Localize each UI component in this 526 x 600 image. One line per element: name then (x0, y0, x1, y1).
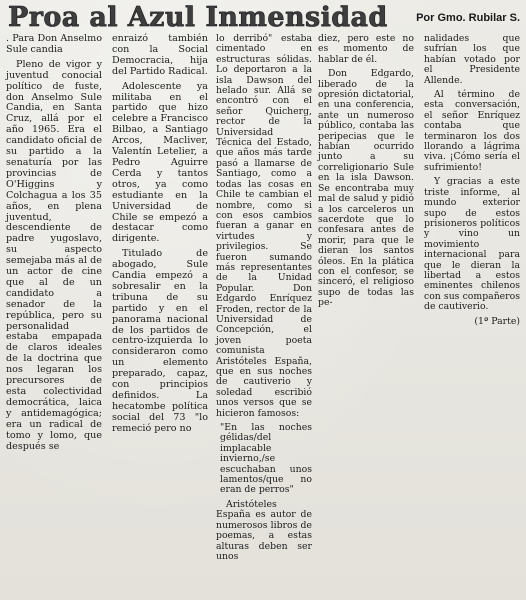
article-title: Proa al Azul Inmensidad (8, 2, 388, 33)
column-4 (318, 34, 414, 309)
paragraph: Pleno de vigor y juventud conocial político de fuste, don Anselmo Sule Candia, en Santa Cruz, allá por el año 1965. Era el candidato oficial de su partido a la senaturía por las provincias de O'Higgins y Colchagua a los 35 años, en plena juventud, descendiente de padre yugoslavo, su aspecto semejaba más al de un actor de cine que al de un candidato a senador de la república, pero su personalidad estaba empapada de claros ideales de la doctrina que nos legaran los precursores de esta colectividad democrática, laica y antidemagógica; era un radical de tomo y lomo, que después se (6, 58, 102, 452)
column-3 (216, 34, 312, 562)
paragraph: Aristóteles España es autor de numerosos libros de poemas, a estas alturas deben ser unos (216, 498, 312, 562)
article-byline: Por Gmo. Rubilar S. (416, 12, 520, 24)
paragraph: nalidades que sufrían los que habían votado por el Presidente Allende. (424, 33, 520, 86)
column-1 (6, 34, 102, 452)
column-5 (424, 34, 520, 327)
article-header (8, 2, 520, 33)
paragraph: diez, pero este no es momento de hablar de él. (318, 33, 414, 65)
paragraph: Al término de esta conversación, el señor Enríquez contaba que terminaron los dos llorando a lágrima viva. ¡Cómo sería el sufrimiento! (424, 89, 520, 173)
paragraph: Don Edgardo, liberado de la opresión dictatorial, en una conferencia, ante un numeroso público, contaba las peripecias que le habían ocurrido junto a su correligionario Sule en la isla Dawson. Se encontraba muy mal de salud y pidió a los carceleros un sacerdote que lo confesara antes de morir, para que le dieran los santos óleos. En la plática con el confesor, se sinceró, el religioso supo de todas las pe- (318, 68, 414, 309)
paragraph: Adolescente ya militaba en el partido que hizo celebre a Francisco Bilbao, a Santiago Arcos, Macliver, Valentín Letelier, a Pedro Aguirre Cerda y tantos otros, ya como estudiante en la Universidad de Chile se empezó a destacar como dirigente. (112, 80, 208, 245)
paragraph: Y gracias a este triste informe, al mundo exterior supo de estos prisioneros políticos y vino un movimiento internacional para que le dieran la libertad a estos eminentes chilenos con sus compañeros de cautiverio. (424, 176, 520, 313)
paragraph: lo derribó" estaba cimentado en estructuras sólidas. Lo deportaron a la isla Dawson del helado sur. Allá se encontró con el señor Quicherg, rector de la Universidad Técnica del Estado, que años más tarde pasó a llamarse de Santiago, como a todas las cosas en Chile te cambian el nombre, como si con esos cambios fueran a ganar en virtudes y privilegios. Se fueron sumando más representantes de la Unidad Popular. Don Edgardo Enríquez Froden, rector de la Universidad de Concepción, el joven poeta comunista Aristóteles España, que en sus noches de cautiverio y soledad escribió unos versos que se hicieron famosos: (216, 33, 312, 419)
paragraph: Titulado de abogado, Sule Candia empezó a sobresalir en la tribuna de su partido y en el panorama nacional de los partidos de centro-izquierda lo consideraron como un elemento preparado, capaz, con principios definidos. La hecatombe política social del 73 "lo remeció pero no (112, 248, 208, 434)
column-2 (112, 34, 208, 435)
paragraph: . Para Don Anselmo Sule candia (6, 33, 102, 55)
poem-quote: "En las noches gélidas/del implacable invierno,/se escuchaban unos lamentos/que no eran de perros" (220, 422, 312, 496)
part-label: (1ª Parte) (474, 315, 520, 327)
paragraph: enraizó también con la Social Democracia, hija del Partido Radical. (112, 33, 208, 77)
